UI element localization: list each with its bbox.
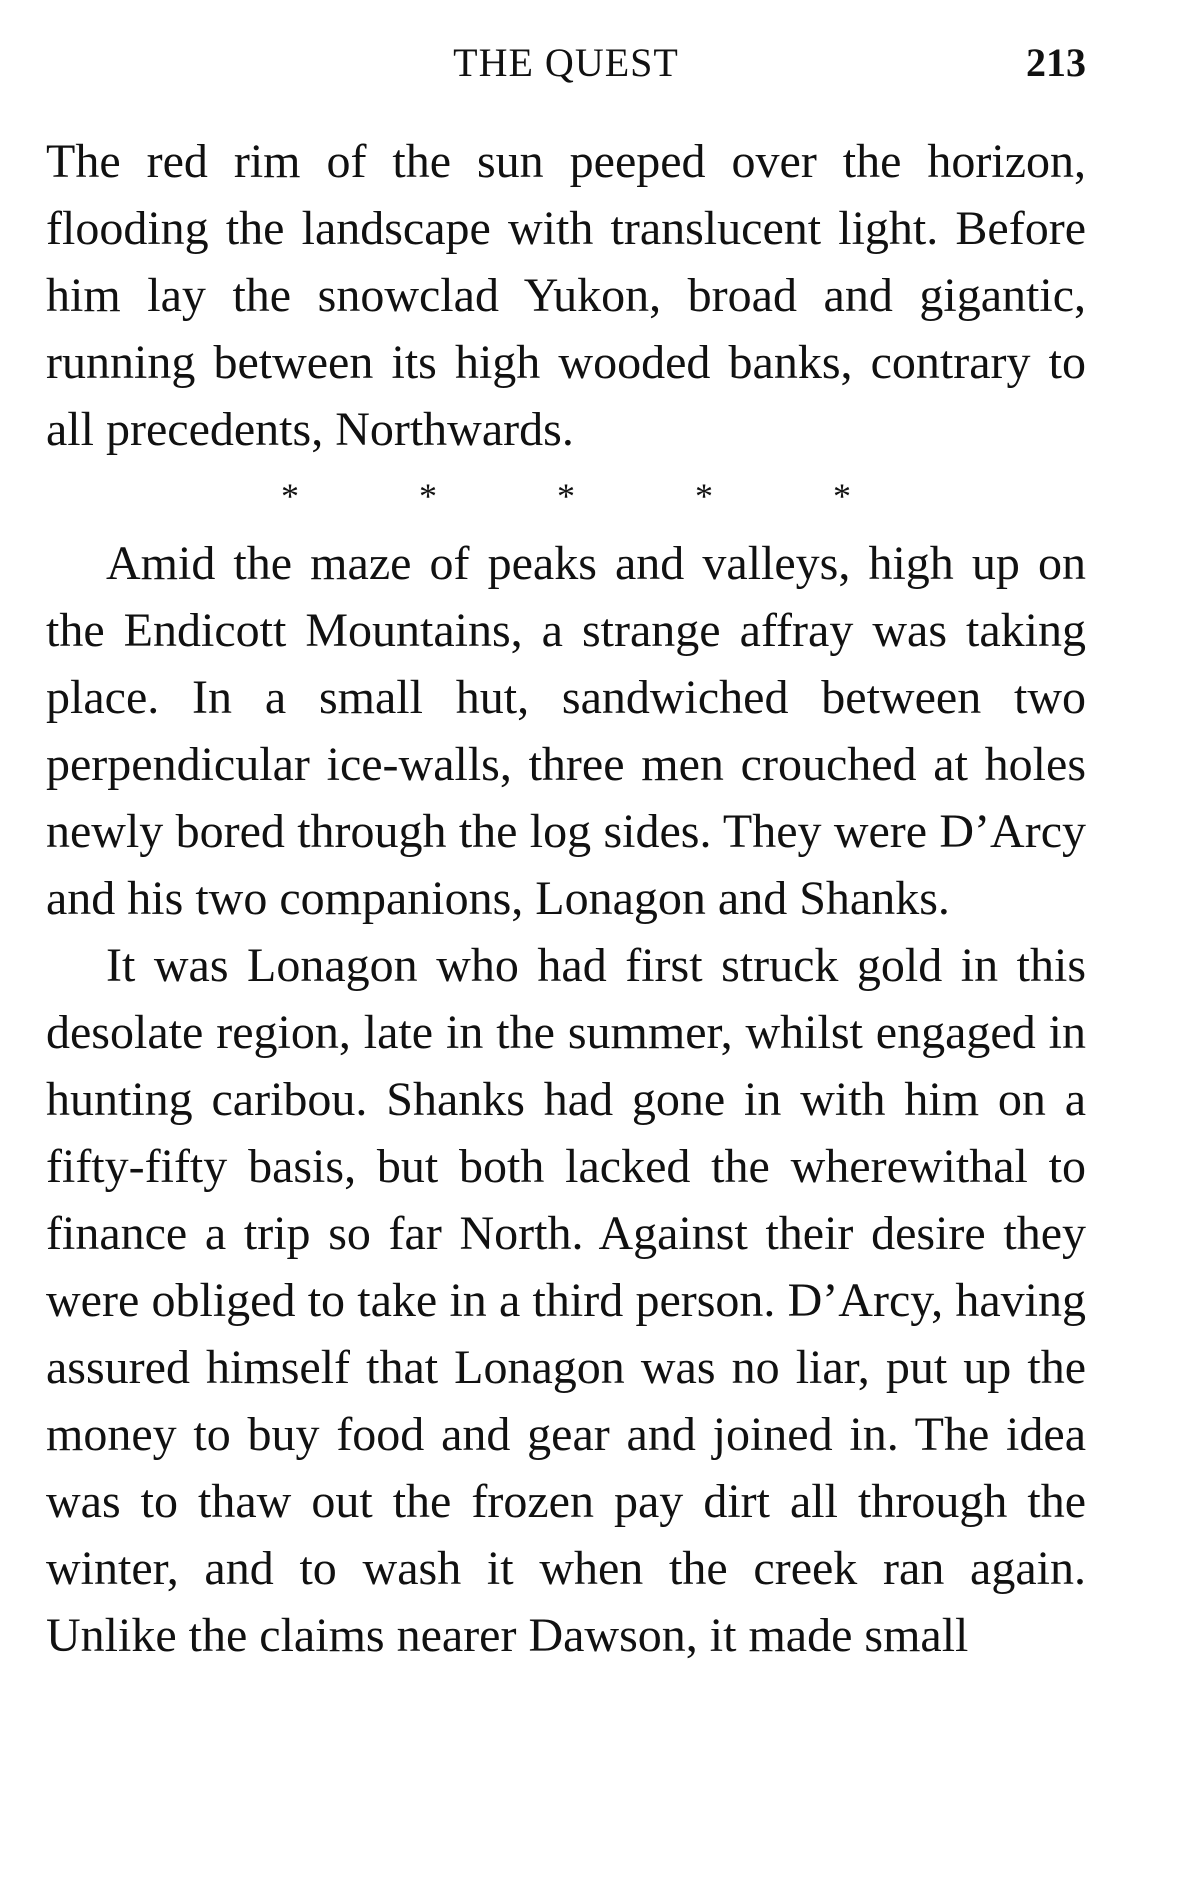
body-text [46,128,1086,1669]
asterisk-3: * [557,476,575,516]
page-number: 213 [1026,40,1086,85]
running-head [46,38,1086,88]
section-break [46,463,1086,530]
asterisk-4: * [695,476,713,516]
running-title: THE QUEST [453,40,679,85]
paragraph-3: It was Lonagon who had first struck gold in this desolate region, late in the summer, whilst engaged in hunting caribou. Shanks had gone in with him on a fifty-fifty basis, but both lacked the wherewithal to finance a trip so far North. Against their desire they were obliged to take in a third person. D’Arcy, having assured himself that Lonagon was no liar, put up the money to buy food and gear and joined in. The idea was to thaw out the frozen pay dirt all through the winter, and to wash it when the creek ran again. Unlike the claims nearer Dawson, it made small [46,939,1086,1662]
paragraph-2: Amid the maze of peaks and valleys, high up on the Endicott Mountains, a strange affray was taking place. In a small hut, sandwiched between two perpendicular ice-walls, three men crouched at holes newly bored through the log sides. They were D’Arcy and his two companions, Lonagon and Shanks. [46,537,1086,925]
paragraph-1: The red rim of the sun peeped over the horizon, flooding the landscape with translucent light. Before him lay the snowclad Yukon, broad and gigantic, running between its high wooded banks, contrary to all precedents, Northwards. [46,135,1086,456]
asterisk-1: * [281,476,299,516]
asterisk-2: * [419,476,437,516]
asterisk-5: * [833,476,851,516]
